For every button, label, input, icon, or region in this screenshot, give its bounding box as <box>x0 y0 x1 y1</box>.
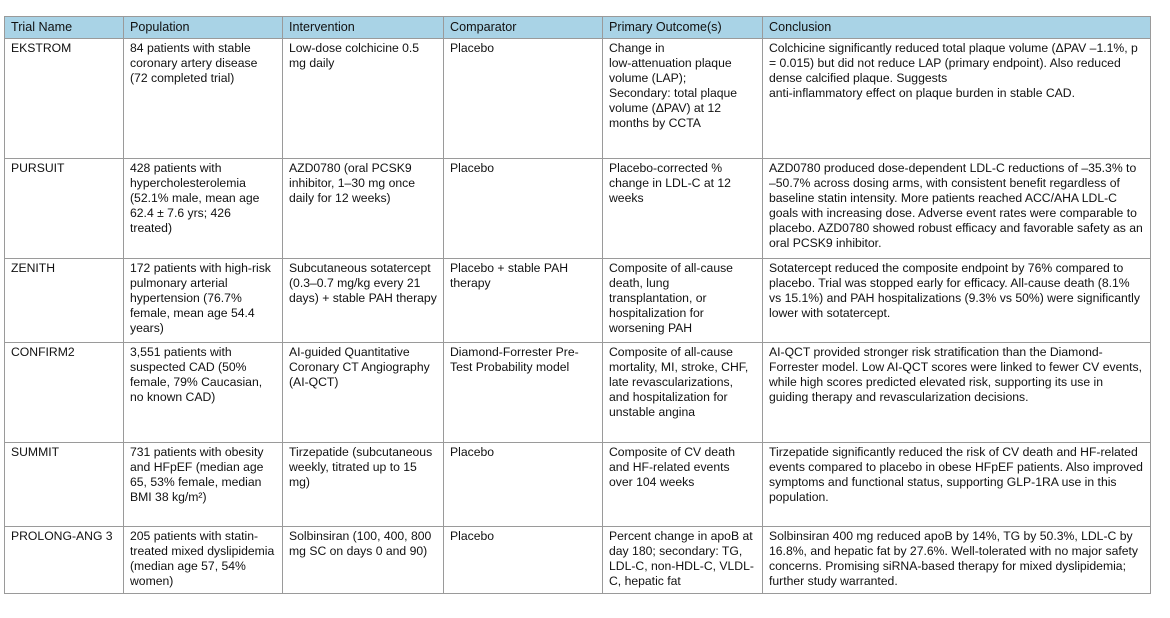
cell-primary-outcome: Percent change in apoB at day 180; secondary: TG, LDL-C, non-HDL-C, VLDL-C, hepatic fat <box>603 527 763 594</box>
trial-summary-table-container <box>4 16 1150 594</box>
cell-trial-name: PROLONG-ANG 3 <box>5 527 124 594</box>
cell-primary-outcome: Change in low-attenuation plaque volume (LAP); Secondary: total plaque volume (ΔPAV) at 12 months by CCTA <box>603 39 763 159</box>
cell-intervention: AI-guided Quantitative Coronary CT Angiography (AI-QCT) <box>283 343 444 443</box>
cell-conclusion: AZD0780 produced dose-dependent LDL-C reductions of –35.3% to –50.7% across dosing arms, with consistent benefit regardless of baseline statin intensity. More patients reached ACC/AHA LDL-C goals with increasing dose. Adverse event rates were comparable to placebo. AZD0780 showed robust efficacy and favorable safety as an oral PCSK9 inhibitor. <box>763 159 1151 259</box>
cell-population: 205 patients with statin-treated mixed dyslipidemia (median age 57, 54% women) <box>124 527 283 594</box>
cell-intervention: Subcutaneous sotatercept (0.3–0.7 mg/kg every 21 days) + stable PAH therapy <box>283 259 444 343</box>
cell-primary-outcome: Composite of all-cause mortality, MI, stroke, CHF, late revascularizations, and hospitalization for unstable angina <box>603 343 763 443</box>
cell-trial-name: PURSUIT <box>5 159 124 259</box>
cell-trial-name: SUMMIT <box>5 443 124 527</box>
cell-intervention: AZD0780 (oral PCSK9 inhibitor, 1–30 mg once daily for 12 weeks) <box>283 159 444 259</box>
cell-intervention: Low-dose colchicine 0.5 mg daily <box>283 39 444 159</box>
header-comparator: Comparator <box>444 17 603 39</box>
cell-intervention: Tirzepatide (subcutaneous weekly, titrated up to 15 mg) <box>283 443 444 527</box>
cell-primary-outcome: Placebo-corrected % change in LDL-C at 12 weeks <box>603 159 763 259</box>
header-conclusion: Conclusion <box>763 17 1151 39</box>
table-row <box>5 527 1151 594</box>
table-body <box>5 39 1151 594</box>
cell-conclusion: Solbinsiran 400 mg reduced apoB by 14%, TG by 50.3%, LDL-C by 16.8%, and hepatic fat by 27.6%. Well-tolerated with no major safety concerns. Promising siRNA-based therapy for mixed dyslipidemia; further study warranted. <box>763 527 1151 594</box>
cell-comparator: Placebo + stable PAH therapy <box>444 259 603 343</box>
cell-population: 428 patients with hypercholesterolemia (52.1% male, mean age 62.4 ± 7.6 yrs; 426 treated) <box>124 159 283 259</box>
trial-summary-table <box>4 16 1151 594</box>
header-trial-name: Trial Name <box>5 17 124 39</box>
table-header <box>5 17 1151 39</box>
cell-population: 3,551 patients with suspected CAD (50% female, 79% Caucasian, no known CAD) <box>124 343 283 443</box>
cell-trial-name: CONFIRM2 <box>5 343 124 443</box>
cell-conclusion: Sotatercept reduced the composite endpoint by 76% compared to placebo. Trial was stopped early for efficacy. All-cause death (8.1% vs 15.1%) and PAH hospitalizations (9.3% vs 50%) were significantly lower with sotatercept. <box>763 259 1151 343</box>
cell-comparator: Placebo <box>444 159 603 259</box>
header-population: Population <box>124 17 283 39</box>
header-intervention: Intervention <box>283 17 444 39</box>
cell-population: 172 patients with high-risk pulmonary arterial hypertension (76.7% female, mean age 54.4 years) <box>124 259 283 343</box>
cell-primary-outcome: Composite of CV death and HF-related events over 104 weeks <box>603 443 763 527</box>
table-row <box>5 343 1151 443</box>
table-row <box>5 259 1151 343</box>
header-row <box>5 17 1151 39</box>
cell-intervention: Solbinsiran (100, 400, 800 mg SC on days 0 and 90) <box>283 527 444 594</box>
cell-population: 84 patients with stable coronary artery disease (72 completed trial) <box>124 39 283 159</box>
cell-comparator: Placebo <box>444 39 603 159</box>
table-row <box>5 39 1151 159</box>
header-primary-outcomes: Primary Outcome(s) <box>603 17 763 39</box>
table-row <box>5 443 1151 527</box>
cell-trial-name: EKSTROM <box>5 39 124 159</box>
cell-conclusion: AI-QCT provided stronger risk stratification than the Diamond-Forrester model. Low AI-QCT scores were linked to fewer CV events, while high scores predicted elevated risk, supporting its use in guiding therapy and revascularization decisions. <box>763 343 1151 443</box>
table-row <box>5 159 1151 259</box>
cell-conclusion: Colchicine significantly reduced total plaque volume (ΔPAV –1.1%, p = 0.015) but did not reduce LAP (primary endpoint). Also reduced dense calcified plaque. Suggests anti-inflammatory effect on plaque burden in stable CAD. <box>763 39 1151 159</box>
cell-comparator: Diamond-Forrester Pre-Test Probability model <box>444 343 603 443</box>
cell-primary-outcome: Composite of all-cause death, lung transplantation, or hospitalization for worsening PAH <box>603 259 763 343</box>
cell-conclusion: Tirzepatide significantly reduced the risk of CV death and HF-related events compared to placebo in obese HFpEF patients. Also improved symptoms and functional status, supporting GLP-1RA use in this population. <box>763 443 1151 527</box>
cell-comparator: Placebo <box>444 443 603 527</box>
cell-population: 731 patients with obesity and HFpEF (median age 65, 53% female, median BMI 38 kg/m²) <box>124 443 283 527</box>
cell-comparator: Placebo <box>444 527 603 594</box>
cell-trial-name: ZENITH <box>5 259 124 343</box>
